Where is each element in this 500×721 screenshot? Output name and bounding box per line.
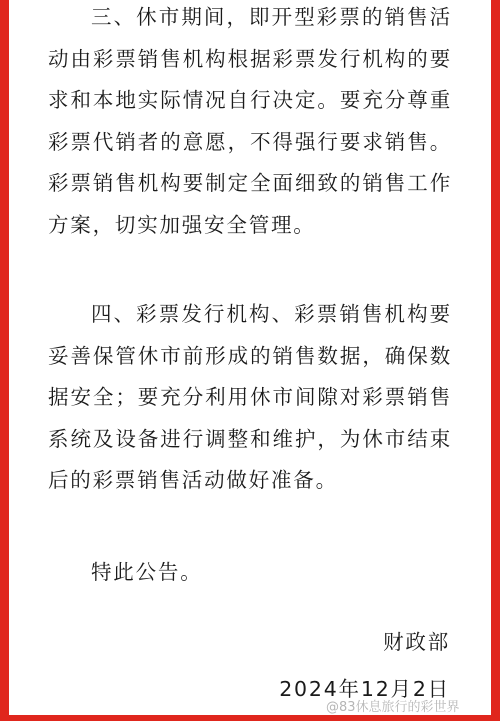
issue-date: 2024年12月2日: [279, 677, 450, 701]
right-red-border: [491, 0, 500, 721]
closing-notice: 特此公告。: [91, 560, 203, 584]
left-red-border: [0, 0, 9, 721]
paragraph-section-four: 四、彩票发行机构、彩票销售机构要妥善保管休市前形成的销售数据，确保数据安全；要充分利用休市间隙对彩票销售系统及设备进行调整和维护，为休市结束后的彩票销售活动做好准备。: [48, 302, 452, 492]
paragraph-section-three: 三、休市期间，即开型彩票的销售活动由彩票销售机构根据彩票发行机构的要求和本地实际情况自行决定。要充分尊重彩票代销者的意愿，不得强行要求销售。彩票销售机构要制定全面细致的销售工作方案，切实加强安全管理。: [48, 5, 452, 237]
issuing-authority: 财政部: [383, 630, 450, 654]
bottom-red-border: [0, 715, 500, 721]
source-watermark: @83休息旅行的彩世界: [326, 700, 460, 715]
